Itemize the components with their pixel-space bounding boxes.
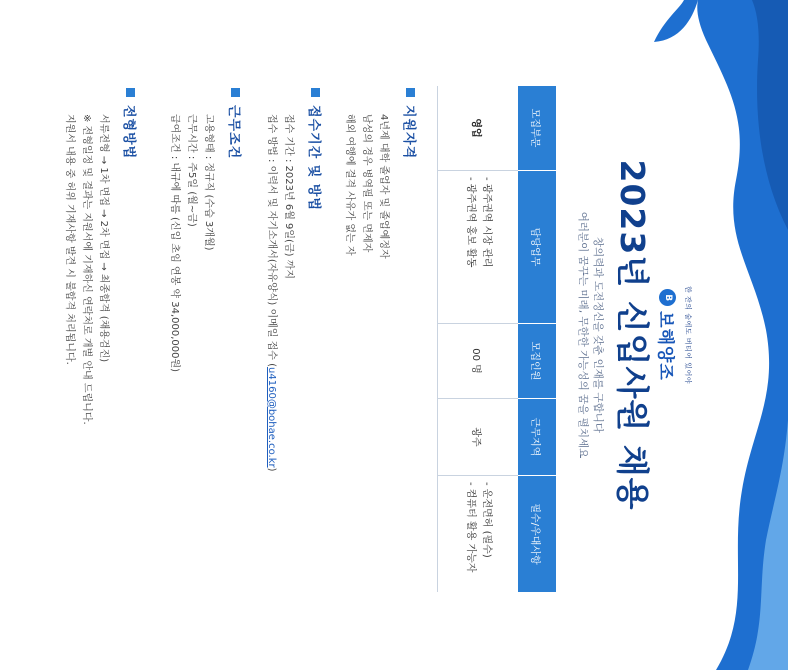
brand-tagline: 한 잔의 술에도 버티어 있어야 <box>684 285 692 385</box>
section-qualification <box>341 88 420 608</box>
email-link[interactable]: u4160@bohae.co.kr <box>266 367 277 468</box>
column-header-duties: 담당업무 <box>518 171 556 324</box>
section-marker-icon <box>231 88 240 97</box>
application-period: 접수 기간 : 2023년 6월 9일(금) 까지 <box>283 114 294 280</box>
company-name: 보해양조 <box>655 311 675 381</box>
column-header-field: 모집부문 <box>518 86 556 171</box>
cell-duties <box>438 171 519 324</box>
company-logo <box>655 0 680 670</box>
section-marker-icon <box>126 88 135 97</box>
process-line: 서류전형 → 1차 면접 → 2차 면접 → 최종합격 (채용검진) <box>98 114 109 363</box>
section-title: 접수기간 및 방법 <box>306 105 321 211</box>
requirement-item: - 운전면허 (필수) <box>481 482 492 558</box>
column-header-headcount: 모집인원 <box>518 324 556 399</box>
section-marker-icon <box>311 88 320 97</box>
section-application <box>263 88 325 608</box>
column-header-requirements: 필수/우대사항 <box>518 476 556 593</box>
section-title: 전형방법 <box>121 105 136 160</box>
cell-location: 광주 <box>438 399 519 476</box>
subtitle-line-2: 여러분이 꿈꾸는 미래, 무한한 가능성의 꿈을 펼치세요 <box>577 211 589 459</box>
process-note: ※ 전형일정 및 결과는 지원서에 기재하신 연락처로 개별 안내 드립니다. <box>81 114 92 425</box>
qualification-line: 해외 여행에 결격 사유가 없는 자 <box>344 114 355 256</box>
section-marker-icon <box>406 88 415 97</box>
cell-headcount: 00 명 <box>438 324 519 399</box>
condition-line: 급여조건 : 내규에 따름 (신입 초임 연봉 약 34,000,000원) <box>169 114 180 373</box>
application-method: 접수 방법 : 이력서 및 자기소개서(자유양식) 이메일 접수 (u4160@bohae.co.kr) <box>266 114 277 472</box>
duty-item: - 광주권역 홍보 활동 <box>465 177 476 268</box>
page-title: 2023년 신입사원 채용 <box>613 159 652 511</box>
cell-field: 영업 <box>438 86 519 171</box>
section-conditions <box>166 88 245 608</box>
qualification-line: 남성의 경우 병역필 또는 면제자 <box>361 114 372 253</box>
condition-line: 고용형태 : 정규직 (수습 3개월) <box>203 114 214 251</box>
section-title: 지원자격 <box>401 105 416 160</box>
recruitment-table <box>437 86 556 592</box>
logo-mark-icon: B <box>659 289 676 306</box>
condition-line: 근무시간 : 주5일 (월~금) <box>186 114 197 227</box>
column-header-location: 근무지역 <box>518 399 556 476</box>
brand-block <box>655 0 693 670</box>
table-row <box>438 86 519 592</box>
requirement-item: - 컴퓨터 활용 가능자 <box>465 482 476 573</box>
cell-requirements <box>438 476 519 593</box>
table-header-row <box>518 86 556 592</box>
process-note: 지원서 내용 중 허위 기재사항 발견 시 불합격 처리됩니다. <box>64 114 75 365</box>
qualification-line: 4년제 대학 졸업자 및 졸업예정자 <box>378 114 389 259</box>
section-title: 근무조건 <box>226 105 241 160</box>
section-process <box>61 88 140 608</box>
duty-item: - 광주권역 시장 관리 <box>481 177 492 268</box>
subtitle-line-1: 창의력과 도전정신을 갖춘 인재를 구합니다 <box>592 237 604 433</box>
